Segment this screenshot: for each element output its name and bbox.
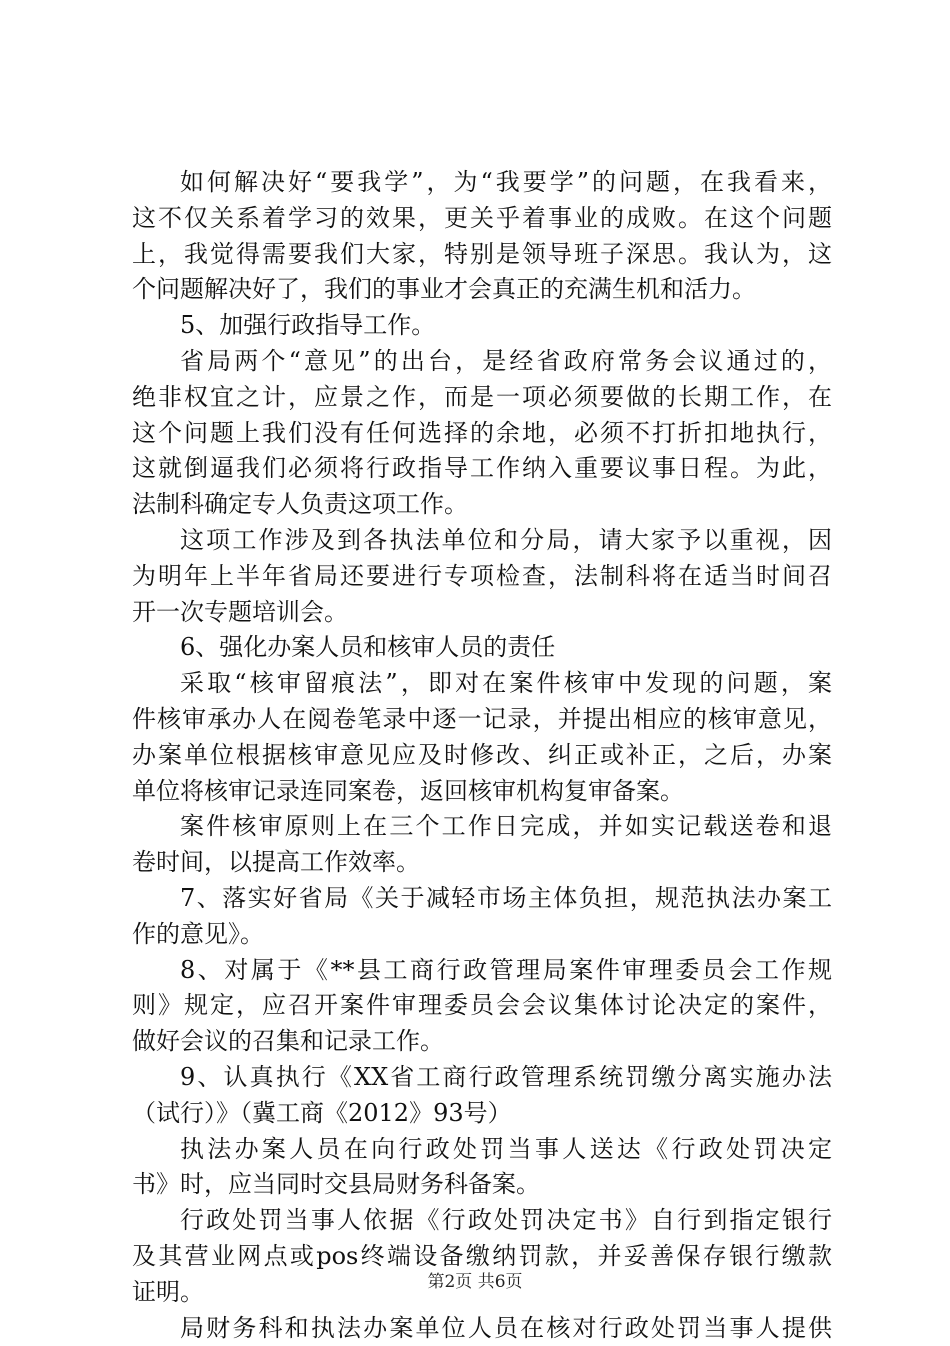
text-line: 执法办案人员在向行政处罚当事人送达《行政处罚决定 — [132, 1132, 832, 1168]
text-line: 这就倒逼我们必须将行政指导工作纳入重要议事日程。为此， — [132, 451, 832, 487]
page-footer — [0, 1270, 950, 1294]
text-line: 卷时间，以提高工作效率。 — [132, 845, 832, 881]
text-line: 开一次专题培训会。 — [132, 595, 832, 631]
section-heading-9: 9、认真执行《XX省工商行政管理系统罚缴分离实施办法 — [132, 1060, 832, 1096]
text-line: 法制科确定专人负责这项工作。 — [132, 487, 832, 523]
text-line: 证明。 — [132, 1275, 832, 1311]
text-line: 作的意见》。 — [132, 917, 832, 953]
text-line: 单位将核审记录连同案卷，返回核审机构复审备案。 — [132, 774, 832, 810]
text-line: 行政处罚当事人依据《行政处罚决定书》自行到指定银行 — [132, 1203, 832, 1239]
text-line: 这项工作涉及到各执法单位和分局，请大家予以重视，因 — [132, 523, 832, 559]
section-heading-8: 8、对属于《**县工商行政管理局案件审理委员会工作规 — [132, 953, 832, 989]
section-heading-7: 7、落实好省局《关于减轻市场主体负担，规范执法办案工 — [132, 881, 832, 917]
text-line: 省局两个“意见”的出台，是经省政府常务会议通过的， — [132, 344, 832, 380]
text-line: 这个问题上我们没有任何选择的余地，必须不打折扣地执行， — [132, 416, 832, 452]
text-line: 做好会议的召集和记录工作。 — [132, 1024, 832, 1060]
page-number-label: 第2页 共6页 — [427, 1272, 522, 1292]
text-line: 绝非权宜之计，应景之作，而是一项必须要做的长期工作，在 — [132, 380, 832, 416]
text-line: 及其营业网点或pos终端设备缴纳罚款，并妥善保存银行缴款 — [132, 1239, 832, 1275]
text-line: 局财务科和执法办案单位人员在核对行政处罚当事人提供 — [132, 1311, 832, 1346]
text-line: 如何解决好“要我学”，为“我要学”的问题，在我看来， — [132, 165, 832, 201]
text-line: 案件核审原则上在三个工作日完成，并如实记载送卷和退 — [132, 809, 832, 845]
body-text — [132, 165, 832, 1346]
text-line: 件核审承办人在阅卷笔录中逐一记录，并提出相应的核审意见， — [132, 702, 832, 738]
text-line: 为明年上半年省局还要进行专项检查，法制科将在适当时间召 — [132, 559, 832, 595]
text-line: 这不仅关系着学习的效果，更关乎着事业的成败。在这个问题 — [132, 201, 832, 237]
text-line: 办案单位根据核审意见应及时修改、纠正或补正，之后，办案 — [132, 738, 832, 774]
text-line: 书》时，应当同时交县局财务科备案。 — [132, 1167, 832, 1203]
text-line: 则》规定，应召开案件审理委员会会议集体讨论决定的案件， — [132, 988, 832, 1024]
text-line: （试行）》（冀工商《2012》93号） — [132, 1096, 832, 1132]
text-line: 上，我觉得需要我们大家，特别是领导班子深思。我认为，这 — [132, 237, 832, 273]
text-line: 个问题解决好了，我们的事业才会真正的充满生机和活力。 — [132, 272, 832, 308]
section-heading-6: 6、强化办案人员和核审人员的责任 — [132, 630, 832, 666]
section-heading-5: 5、加强行政指导工作。 — [132, 308, 832, 344]
text-line: 采取“核审留痕法”，即对在案件核审中发现的问题，案 — [132, 666, 832, 702]
